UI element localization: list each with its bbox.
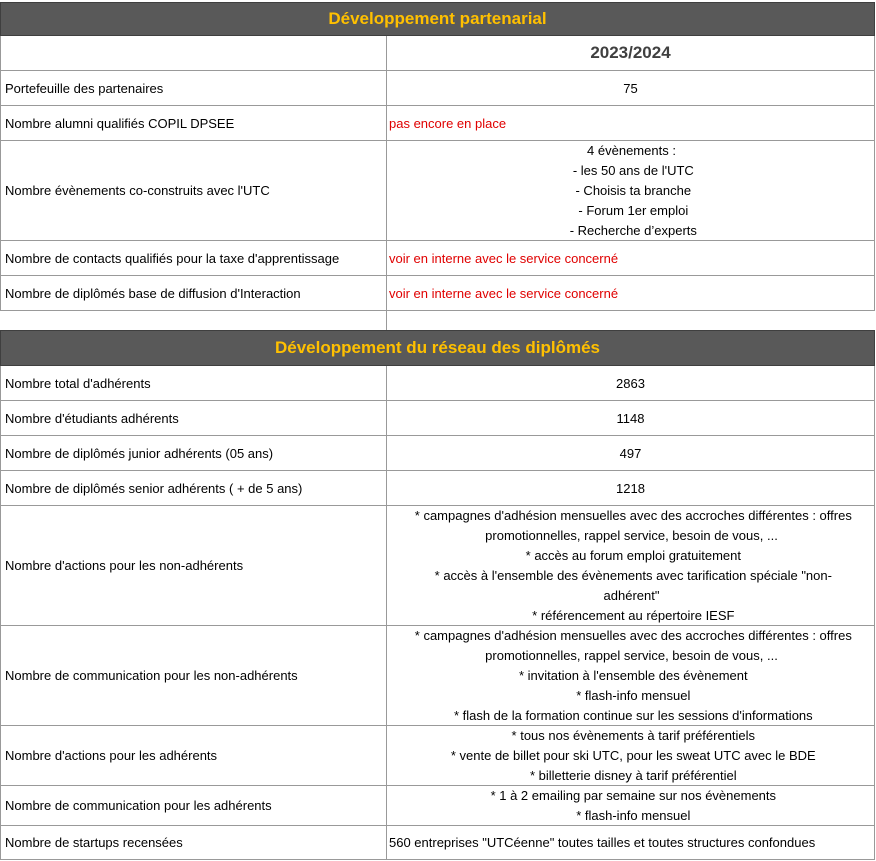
row-label[interactable]: Nombre de communication pour les adhérents [0, 786, 387, 826]
value-line: * accès au forum emploi gratuitement [522, 547, 741, 563]
section-title: Développement partenarial [328, 9, 547, 28]
table-row [0, 826, 875, 860]
year-row [0, 36, 875, 71]
row-value[interactable] [387, 506, 875, 626]
table-row [0, 401, 875, 436]
row-value[interactable]: 2863 [387, 366, 875, 401]
section-header-reseau [0, 330, 875, 366]
row-value[interactable]: 1218 [387, 471, 875, 506]
value-line: * référencement au répertoire IESF [528, 607, 735, 623]
section-header-partenarial [0, 2, 875, 36]
row-value[interactable] [387, 726, 875, 786]
value-line: * tous nos évènements à tarif préférentiels [507, 727, 756, 743]
value-line: * accès à l'ensemble des évènements avec tarification spéciale "non- [431, 567, 832, 583]
row-value[interactable]: pas encore en place [387, 106, 875, 141]
row-label[interactable]: Portefeuille des partenaires [0, 71, 387, 106]
value-line: promotionnelles, rappel service, besoin de vous, ... [485, 527, 778, 543]
row-value[interactable] [387, 786, 875, 826]
row-label[interactable]: Nombre d'étudiants adhérents [0, 401, 387, 436]
empty-cell [0, 311, 387, 330]
table-row [0, 506, 875, 626]
value-line: - les 50 ans de l'UTC [569, 162, 694, 178]
spacer-row [0, 311, 875, 330]
value-line: - Forum 1er emploi [574, 202, 689, 218]
table-row [0, 241, 875, 276]
table-row [0, 366, 875, 401]
row-label[interactable]: Nombre de contacts qualifiés pour la taxe d'apprentissage [0, 241, 387, 276]
table-row [0, 786, 875, 826]
value-line: - Recherche d’experts [566, 222, 697, 238]
value-line: * flash-info mensuel [572, 807, 691, 823]
value-line: 4 évènements : [587, 142, 676, 158]
value-line: * campagnes d'adhésion mensuelles avec des accroches différentes : offres [411, 507, 852, 523]
value-line: * campagnes d'adhésion mensuelles avec des accroches différentes : offres [411, 627, 852, 643]
table-row [0, 436, 875, 471]
value-line: * flash de la formation continue sur les sessions d'informations [450, 707, 813, 723]
section-title: Développement du réseau des diplômés [275, 338, 600, 357]
row-label[interactable]: Nombre d'actions pour les non-adhérents [0, 506, 387, 626]
table-row [0, 141, 875, 241]
value-line: * vente de billet pour ski UTC, pour les sweat UTC avec le BDE [447, 747, 816, 763]
row-label[interactable]: Nombre de diplômés base de diffusion d'Interaction [0, 276, 387, 311]
value-line: - Choisis ta branche [571, 182, 692, 198]
value-line: * flash-info mensuel [572, 687, 691, 703]
table-row [0, 106, 875, 141]
row-value[interactable]: voir en interne avec le service concerné [387, 241, 875, 276]
empty-cell [387, 311, 875, 330]
row-label[interactable]: Nombre de startups recensées [0, 826, 387, 860]
table-row [0, 726, 875, 786]
row-label[interactable]: Nombre de diplômés senior adhérents ( + de 5 ans) [0, 471, 387, 506]
row-value[interactable]: 75 [387, 71, 875, 106]
table-row [0, 471, 875, 506]
value-line: promotionnelles, rappel service, besoin de vous, ... [485, 647, 778, 663]
value-line: adhérent" [603, 587, 660, 603]
row-value[interactable]: 560 entreprises "UTCéenne" toutes tailles et toutes structures confondues [387, 826, 875, 860]
empty-cell[interactable] [0, 36, 387, 71]
value-line: * invitation à l'ensemble des évènement [515, 667, 748, 683]
value-line: * billetterie disney à tarif préférentiel [526, 767, 737, 783]
row-label[interactable]: Nombre d'actions pour les adhérents [0, 726, 387, 786]
row-label[interactable]: Nombre de diplômés junior adhérents (05 ans) [0, 436, 387, 471]
table-row [0, 626, 875, 726]
row-label[interactable]: Nombre total d'adhérents [0, 366, 387, 401]
table-row [0, 276, 875, 311]
year-label: 2023/2024 [590, 43, 671, 62]
row-label[interactable]: Nombre alumni qualifiés COPIL DPSEE [0, 106, 387, 141]
row-value[interactable]: voir en interne avec le service concerné [387, 276, 875, 311]
row-value[interactable] [387, 141, 875, 241]
table-row [0, 71, 875, 106]
row-value[interactable] [387, 626, 875, 726]
value-line: * 1 à 2 emailing par semaine sur nos évènements [486, 787, 777, 803]
row-label[interactable]: Nombre évènements co-construits avec l'UTC [0, 141, 387, 241]
row-label[interactable]: Nombre de communication pour les non-adhérents [0, 626, 387, 726]
year-cell[interactable] [387, 36, 875, 71]
row-value[interactable]: 1148 [387, 401, 875, 436]
row-value[interactable]: 497 [387, 436, 875, 471]
